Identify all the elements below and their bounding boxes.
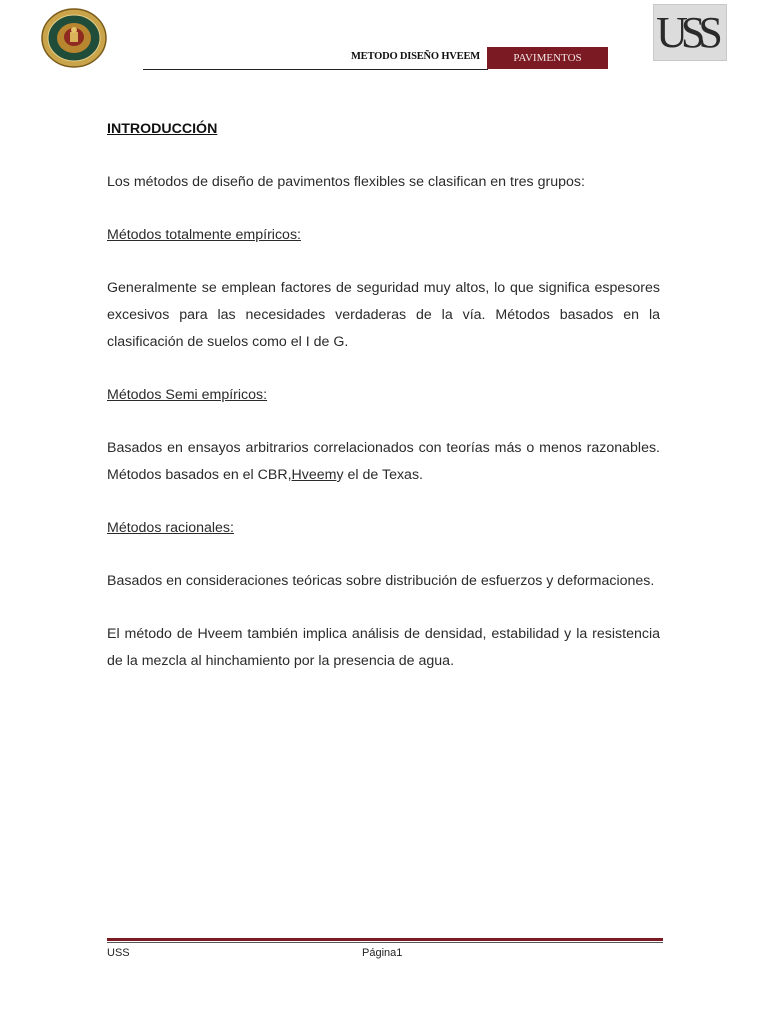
section1-title: Métodos totalmente empíricos: (107, 227, 301, 243)
section2-title: Métodos Semi empíricos: (107, 387, 268, 403)
closing-paragraph: El método de Hveem también implica análisis de densidad, estabilidad y la resistencia de la mezcla al hinchamiento por la presencia de agua. (107, 626, 660, 669)
section3-paragraph: Basados en consideraciones teóricas sobre distribución de esfuerzos y deformaciones. (107, 573, 655, 589)
uss-logo-text: USS (656, 7, 716, 57)
page-number: Página1 (362, 947, 403, 959)
header-divider (143, 69, 488, 70)
hveem-link[interactable]: Hveem (291, 467, 337, 483)
footer-label: USS (107, 947, 130, 959)
footer-divider-thin (107, 942, 663, 943)
uss-logo (653, 4, 727, 61)
section2-text-a: Basados en ensayos arbitrarios correlacionados con teorías más o menos razonables. Métodos basados en el CBR, (107, 440, 660, 483)
document-body (107, 116, 660, 675)
header-title: METODO DISEÑO HVEEM (350, 51, 480, 62)
university-seal-icon (41, 8, 107, 68)
footer-divider (107, 938, 663, 941)
section2-text-b: y el de Texas. (336, 467, 423, 483)
section1-paragraph: Generalmente se emplean factores de seguridad muy altos, lo que significa espesores excesivos para las necesidades verdaderas de la vía. Métodos basados en la clasificación de suelos como el I de G. (107, 280, 660, 350)
header-tag: PAVIMENTOS (487, 47, 608, 69)
section2-paragraph (107, 435, 660, 489)
section3-title: Métodos racionales: (107, 520, 234, 536)
intro-paragraph: Los métodos de diseño de pavimentos flexibles se clasifican en tres grupos: (107, 174, 585, 190)
section-heading: INTRODUCCIÓN (107, 121, 218, 137)
